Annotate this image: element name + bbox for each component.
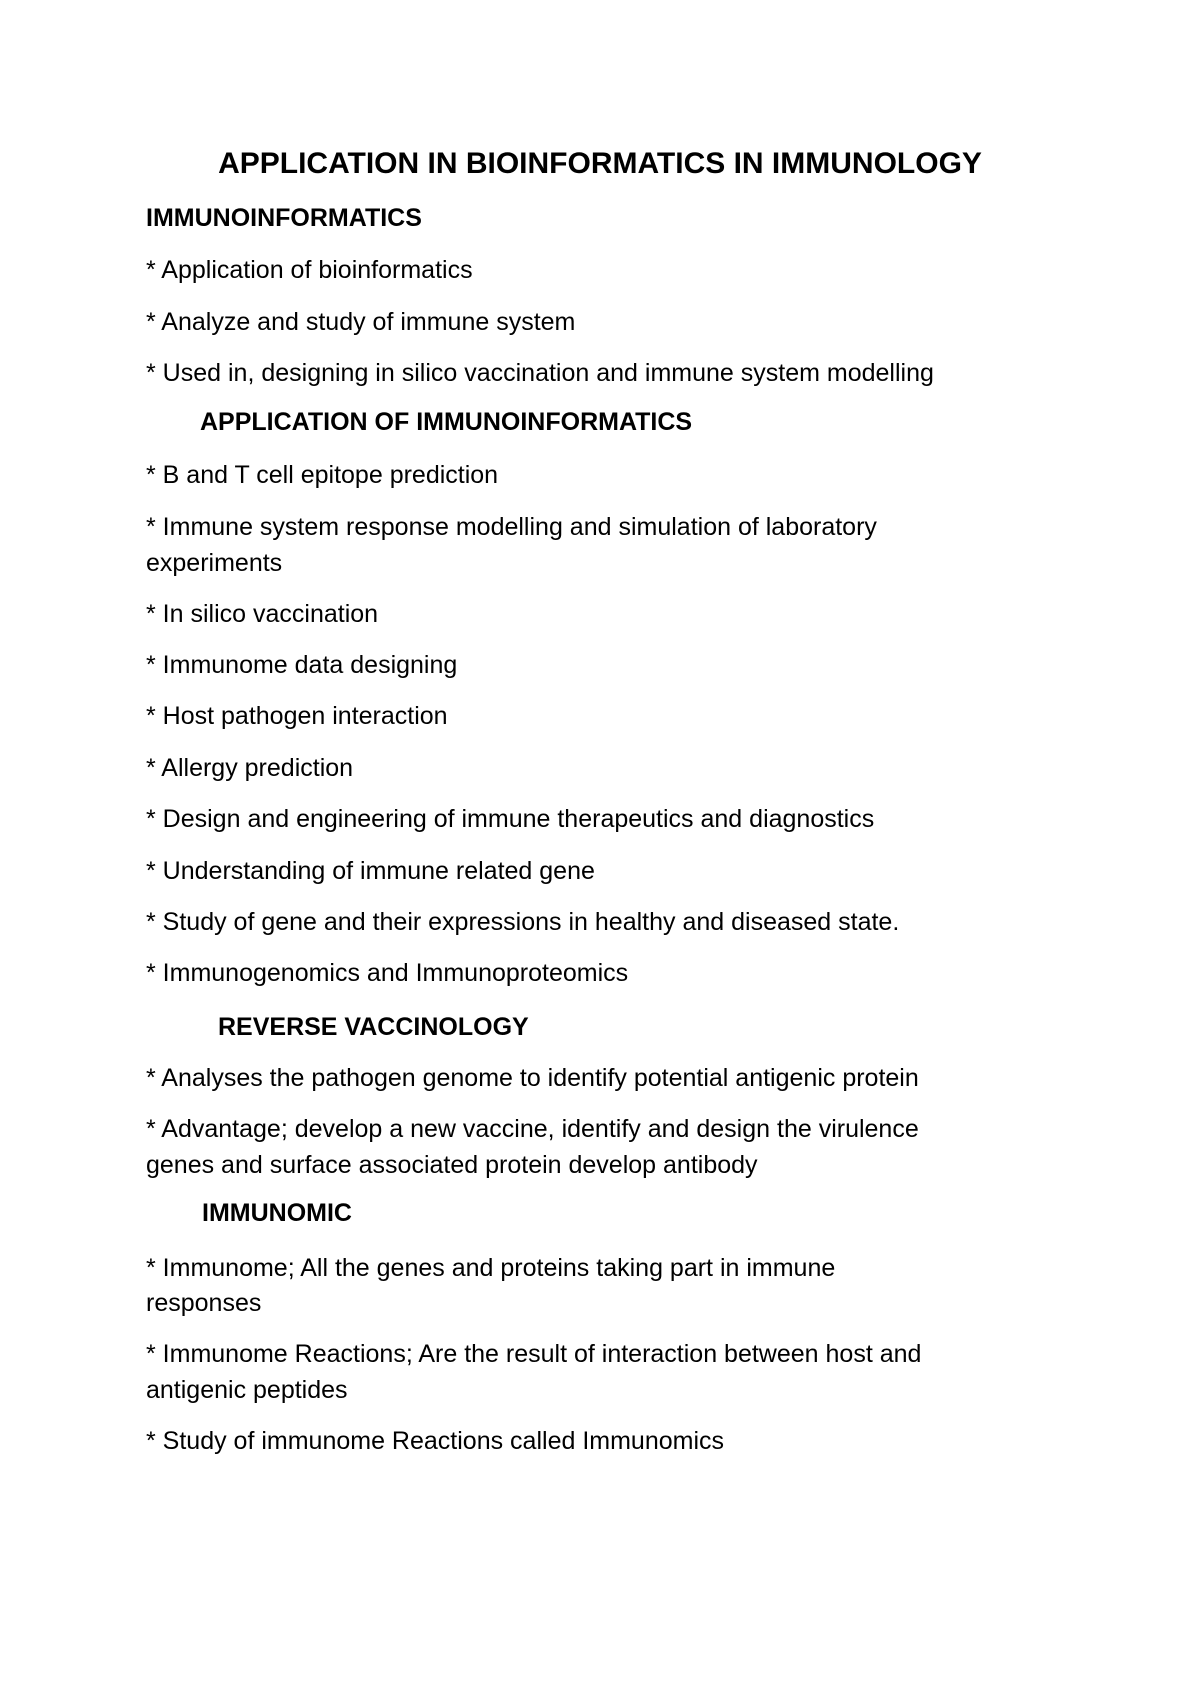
list-item: * Immunome Reactions; Are the result of interaction between host and [146, 1340, 922, 1368]
list-item-continuation: antigenic peptides [146, 1376, 348, 1404]
list-item: * Study of gene and their expressions in healthy and diseased state. [146, 908, 900, 936]
list-item: * Understanding of immune related gene [146, 857, 595, 885]
list-item-continuation: experiments [146, 549, 283, 577]
list-item: * Advantage; develop a new vaccine, identify and design the virulence [146, 1115, 919, 1143]
document-title: APPLICATION IN BIOINFORMATICS IN IMMUNOLOGY [218, 147, 982, 180]
list-item: * Immunogenomics and Immunoproteomics [146, 959, 629, 987]
section-heading-application-of-immunoinformatics: APPLICATION OF IMMUNOINFORMATICS [200, 408, 693, 436]
list-item: * Study of immunome Reactions called Immunomics [146, 1427, 725, 1455]
list-item: * Allergy prediction [146, 754, 354, 782]
list-item: * Immunome data designing [146, 651, 458, 679]
list-item-continuation: responses [146, 1289, 262, 1317]
list-item: * Used in, designing in silico vaccination and immune system modelling [146, 359, 934, 387]
list-item: * Immune system response modelling and simulation of laboratory [146, 513, 877, 541]
list-item-continuation: genes and surface associated protein develop antibody [146, 1151, 758, 1179]
list-item: * Immunome; All the genes and proteins taking part in immune [146, 1254, 836, 1282]
list-item: * Application of bioinformatics [146, 256, 473, 284]
list-item: * In silico vaccination [146, 600, 379, 628]
section-heading-immunoinformatics: IMMUNOINFORMATICS [146, 204, 422, 232]
section-heading-immunomic: IMMUNOMIC [202, 1199, 352, 1227]
list-item: * Design and engineering of immune therapeutics and diagnostics [146, 805, 875, 833]
list-item: * Analyze and study of immune system [146, 308, 576, 336]
list-item: * Host pathogen interaction [146, 702, 448, 730]
list-item: * Analyses the pathogen genome to identify potential antigenic protein [146, 1064, 919, 1092]
list-item: * B and T cell epitope prediction [146, 461, 499, 489]
section-heading-reverse-vaccinology: REVERSE VACCINOLOGY [218, 1013, 529, 1041]
